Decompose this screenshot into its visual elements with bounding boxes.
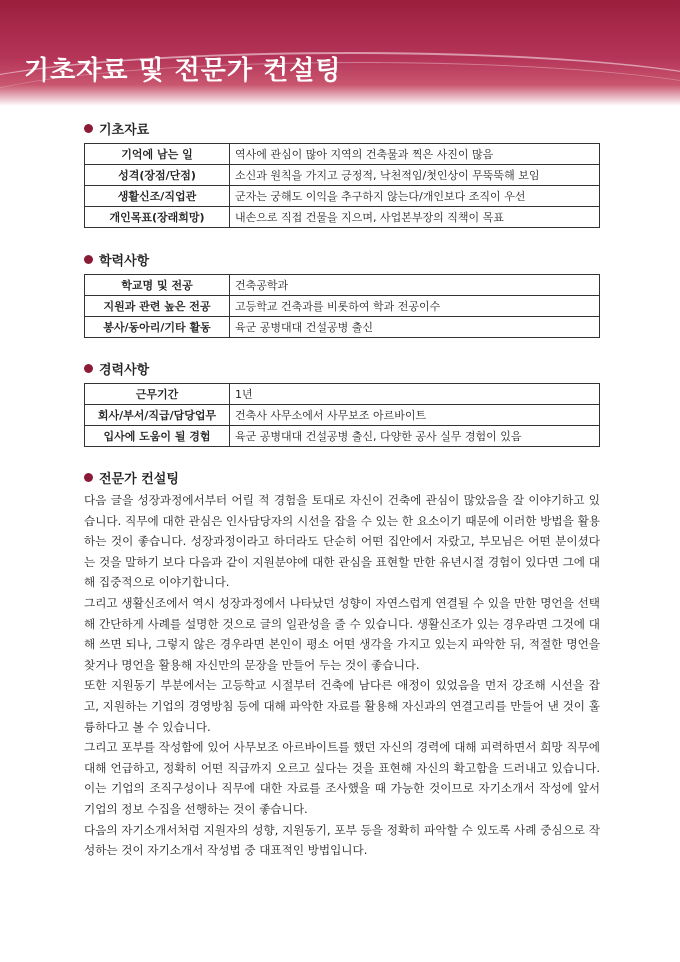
row-label: 회사/부서/직급/담당업무 [85,405,230,426]
career-table [84,383,600,447]
table-row [85,426,600,447]
bullet-icon [84,255,93,264]
bullet-icon [84,364,93,373]
table-row [85,296,600,317]
row-label: 기억에 남는 일 [85,144,230,165]
basic-info-heading: 기초자료 [84,119,600,137]
consulting-heading: 전문가 컨설팅 [84,468,600,486]
basic-info-section [84,119,600,228]
bullet-icon [84,124,93,133]
row-value: 소신과 원칙을 가지고 긍정적, 낙천적임/첫인상이 무뚝뚝해 보임 [230,165,600,186]
career-section [84,359,600,447]
header-banner [0,0,680,106]
page-title: 기초자료 및 전문가 컨설팅 [24,56,342,86]
career-heading: 경력사항 [84,359,600,377]
row-label: 생활신조/직업관 [85,186,230,207]
education-table [84,274,600,338]
row-label: 성격(장점/단점) [85,165,230,186]
table-row [85,186,600,207]
row-value: 건축공학과 [230,275,600,296]
row-label: 근무기간 [85,384,230,405]
education-heading: 학력사항 [84,250,600,268]
table-row [85,275,600,296]
row-label: 개인목표(장래희망) [85,207,230,228]
table-row [85,405,600,426]
row-label: 지원과 관련 높은 전공 [85,296,230,317]
education-section [84,250,600,338]
row-label: 학교명 및 전공 [85,275,230,296]
table-row [85,144,600,165]
row-value: 내손으로 직접 건물을 지으며, 사업본부장의 직책이 목표 [230,207,600,228]
row-value: 군자는 궁해도 이익을 추구하지 않는다/개인보다 조직이 우선 [230,186,600,207]
table-row [85,317,600,338]
paragraph: 또한 지원동기 부분에서는 고등학교 시절부터 건축에 남다른 애정이 있었음을 먼저 강조해 시선을 잡고, 지원하는 기업의 경영방침 등에 대해 파악한 자료를 활용해 자신과의 연결고리를 만들어 낸 것이 훌륭하다고 볼 수 있습니다. [84,678,600,734]
row-value: 육군 공병대대 건설공병 출신, 다양한 공사 실무 경험이 있음 [230,426,600,447]
paragraph: 다음 글을 성장과정에서부터 어릴 적 경험을 토대로 자신이 건축에 관심이 많았음을 잘 이야기하고 있습니다. 직무에 대한 관심은 인사담당자의 시선을 잡을 수 있는 한 요소이기 때문에 이러한 방법을 활용하는 것이 좋습니다. 성장과정이라고 하더라도 단순히 어떤 집안에서 자랐고, 부모님은 어떤 분이셨다는 것을 말하기 보다 다음과 같이 지원분야에 대한 관심을 표현할 만한 유년시절 경험이 있다면 그에 대해 집중적으로 이야기합니다. [84,493,600,590]
table-row [85,165,600,186]
row-label: 봉사/동아리/기타 활동 [85,317,230,338]
bullet-icon [84,473,93,482]
basic-info-table [84,143,600,228]
row-value: 역사에 관심이 많아 지역의 건축물과 찍은 사진이 많음 [230,144,600,165]
consulting-body [84,490,600,861]
row-value: 건축사 사무소에서 사무보조 아르바이트 [230,405,600,426]
paragraph: 그리고 포부를 작성함에 있어 사무보조 아르바이트를 했던 자신의 경력에 대해 피력하면서 희망 직무에 대해 언급하고, 정확히 어떤 직급까지 오르고 싶다는 것을 표현해 자신의 확고함을 드러내고 있습니다. 이는 기업의 조직구성이나 직무에 대한 자료를 조사했을 때 가능한 것이므로 자기소개서 작성에 앞서 기업의 정보 수집을 선행하는 것이 좋습니다. [84,740,600,816]
consulting-section [84,468,600,861]
row-value: 1년 [230,384,600,405]
row-value: 고등학교 건축과를 비롯하여 학과 전공이수 [230,296,600,317]
table-row [85,384,600,405]
table-row [85,207,600,228]
row-value: 육군 공병대대 건설공병 출신 [230,317,600,338]
row-label: 입사에 도움이 될 경험 [85,426,230,447]
paragraph: 다음의 자기소개서처럼 지원자의 성향, 지원동기, 포부 등을 정확히 파악할 수 있도록 사례 중심으로 작성하는 것이 자기소개서 작성법 중 대표적인 방법입니다. [84,822,600,858]
paragraph: 그리고 생활신조에서 역시 성장과정에서 나타났던 성향이 자연스럽게 연결될 수 있을 만한 명언을 선택해 간단하게 사례를 설명한 것으로 글의 일관성을 줄 수 있습니다. 생활신조가 있는 경우라면 그것에 대해 쓰면 되나, 그렇지 않은 경우라면 본인이 평소 어떤 생각을 가지고 있는지 파악한 뒤, 적절한 명언을 찾거나 명언을 활용해 자신만의 문장을 만들어 두는 것이 좋습니다. [84,595,600,672]
